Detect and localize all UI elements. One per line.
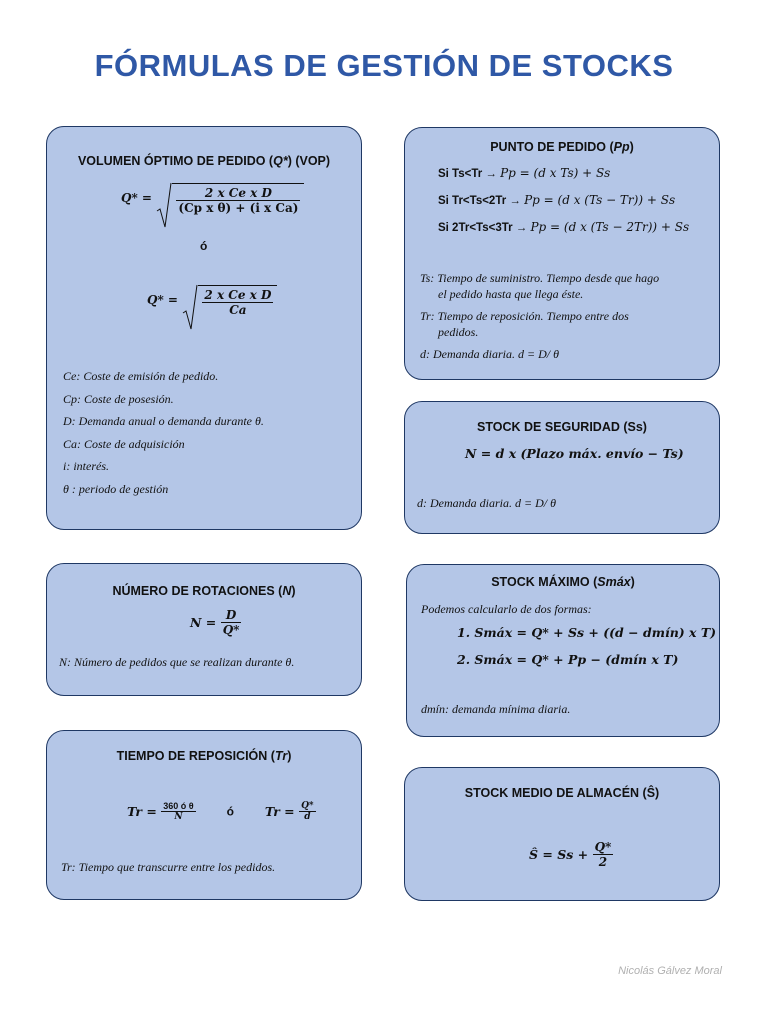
sqrt-sign: $\frac{\text{2 x Ce x D}}{\text{(Cp x θ) + (i x Ca)}}$ xyxy=(156,181,304,215)
smedio-card xyxy=(404,767,720,901)
tr-heading: TIEMPO DE REPOSICIÓN (Tr) xyxy=(116,749,292,763)
vop-heading: VOLUMEN ÓPTIMO DE PEDIDO (Q*) (VOP) xyxy=(77,154,331,168)
ss-formula: N = d x (Plazo máx. envío − Ts) xyxy=(465,446,684,461)
vop-def: Ca: Coste de adquisición xyxy=(63,437,185,451)
n-formula: N = $\frac{D}{Q*}$ xyxy=(190,608,240,637)
vop-or: ó xyxy=(200,239,208,253)
n-def: N: Número de pedidos que se realizan durante θ. xyxy=(59,655,295,669)
vop-formula-1: Q* = $\frac{\text{2 x Ce x D}}{\text{(Cp x θ) + (i x Ca)}}$ xyxy=(121,181,304,215)
pp-def: el pedido hasta que llega éste. xyxy=(438,287,584,301)
sqrt-sign: $\frac{\text{2 x Ce x D}}{Ca}$ xyxy=(182,283,277,317)
tr-def: Tr: Tiempo que transcurre entre los pedidos. xyxy=(61,860,276,874)
smax-def: dmín: demanda mínima diaria. xyxy=(421,702,571,716)
smedio-heading: STOCK MEDIO DE ALMACÉN (Ŝ) xyxy=(464,786,660,800)
n-heading: NÚMERO DE ROTACIONES (N) xyxy=(112,584,296,598)
tr-card xyxy=(46,730,362,900)
vop-card xyxy=(46,126,362,530)
pp-def: pedidos. xyxy=(438,325,479,339)
smax-card xyxy=(406,564,720,737)
ss-heading: STOCK DE SEGURIDAD (Ss) xyxy=(477,420,647,434)
ss-def: d: Demanda diaria. d = D/ θ xyxy=(417,496,556,510)
vop-formula-2: Q* = $\frac{\text{2 x Ce x D}}{Ca}$ xyxy=(147,283,277,317)
pp-card xyxy=(404,127,720,380)
smax-intro: Podemos calcularlo de dos formas: xyxy=(421,602,592,616)
vop-def: D: Demanda anual o demanda durante θ. xyxy=(63,414,264,428)
vop-def: Ce: Coste de emisión de pedido. xyxy=(63,369,219,383)
pp-row: Si Ts<Tr → Pp = (d x Ts) + Ss xyxy=(438,166,611,180)
vop-def: Cp: Coste de posesión. xyxy=(63,392,174,406)
pp-def: d: Demanda diaria. d = D/ θ xyxy=(420,347,559,361)
smedio-formula: Ŝ = Ss + $\frac{Q*}{2}$ xyxy=(529,840,612,869)
pp-heading: PUNTO DE PEDIDO (Pp) xyxy=(490,140,634,154)
smax-formula-1: 1. Smáx = Q* + Ss + ((d − dmín) x T) xyxy=(457,625,717,640)
smax-formula-2: 2. Smáx = Q* + Pp − (dmín x T) xyxy=(457,652,679,667)
pp-row: Si Tr<Ts<2Tr → Pp = (d x (Ts − Tr)) + Ss xyxy=(438,193,676,207)
vop-def: θ : periodo de gestión xyxy=(63,482,169,496)
author-footer: Nicolás Gálvez Moral xyxy=(618,965,722,977)
page-title: FÓRMULAS DE GESTIÓN DE STOCKS xyxy=(94,48,674,83)
vop-def: i: interés. xyxy=(63,459,109,473)
pp-def: Ts: Tiempo de suministro. Tiempo desde que hago xyxy=(420,271,660,285)
pp-row: Si 2Tr<Ts<3Tr → Pp = (d x (Ts − 2Tr)) + Ss xyxy=(438,220,690,234)
ss-card xyxy=(404,401,720,534)
n-card xyxy=(46,563,362,696)
pp-def: Tr: Tiempo de reposición. Tiempo entre dos xyxy=(420,309,629,323)
smax-heading: STOCK MÁXIMO (Smáx) xyxy=(491,575,635,589)
tr-formula: Tr = $\frac{\text{360 ó θ}}{N}$ ó Tr = $\frac{Q*}{d}$ xyxy=(127,801,314,822)
